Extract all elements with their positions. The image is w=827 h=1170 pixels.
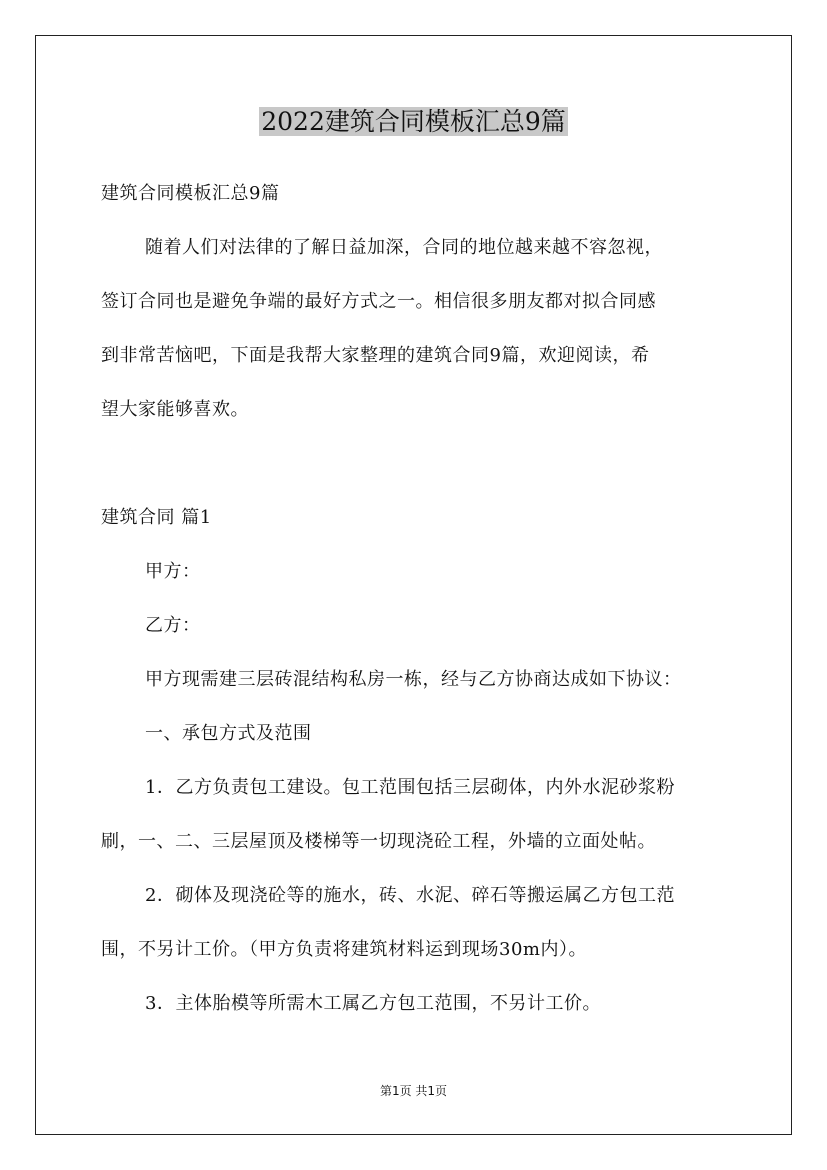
clause-line: 围，不另计工价。（甲方负责将建筑材料运到现场30m内）。 xyxy=(101,939,587,960)
clause-heading: 一、承包方式及范围 xyxy=(145,723,312,744)
clause-line: 刷，一、二、三层屋顶及楼梯等一切现浇砼工程，外墙的立面处帖。 xyxy=(101,831,656,852)
agreement-line: 甲方现需建三层砖混结构私房一栋，经与乙方协商达成如下协议： xyxy=(145,669,682,690)
clause-line: 2．砌体及现浇砼等的施水，砖、水泥、碎石等搬运属乙方包工范 xyxy=(145,885,675,906)
document-title-text: 2022建筑合同模板汇总9篇 xyxy=(261,107,566,136)
intro-line: 到非常苦恼吧，下面是我帮大家整理的建筑合同9篇，欢迎阅读，希 xyxy=(101,345,650,366)
page-footer: 第1页 共1页 xyxy=(379,1084,448,1098)
document-title xyxy=(0,104,827,140)
intro-line: 随着人们对法律的了解日益加深，合同的地位越来越不容忽视， xyxy=(145,237,663,258)
clause-line: 3．主体胎模等所需木工属乙方包工范围，不另计工价。 xyxy=(145,993,601,1014)
clause-line: 1．乙方负责包工建设。包工范围包括三层砌体，内外水泥砂浆粉 xyxy=(145,777,675,798)
subtitle: 建筑合同模板汇总9篇 xyxy=(101,183,280,204)
party-b-label: 乙方： xyxy=(145,615,201,636)
section-heading: 建筑合同 篇1 xyxy=(101,507,212,528)
party-a-label: 甲方： xyxy=(145,561,201,582)
intro-line: 签订合同也是避免争端的最好方式之一。相信很多朋友都对拟合同感 xyxy=(101,291,656,312)
intro-line: 望大家能够喜欢。 xyxy=(101,399,249,420)
